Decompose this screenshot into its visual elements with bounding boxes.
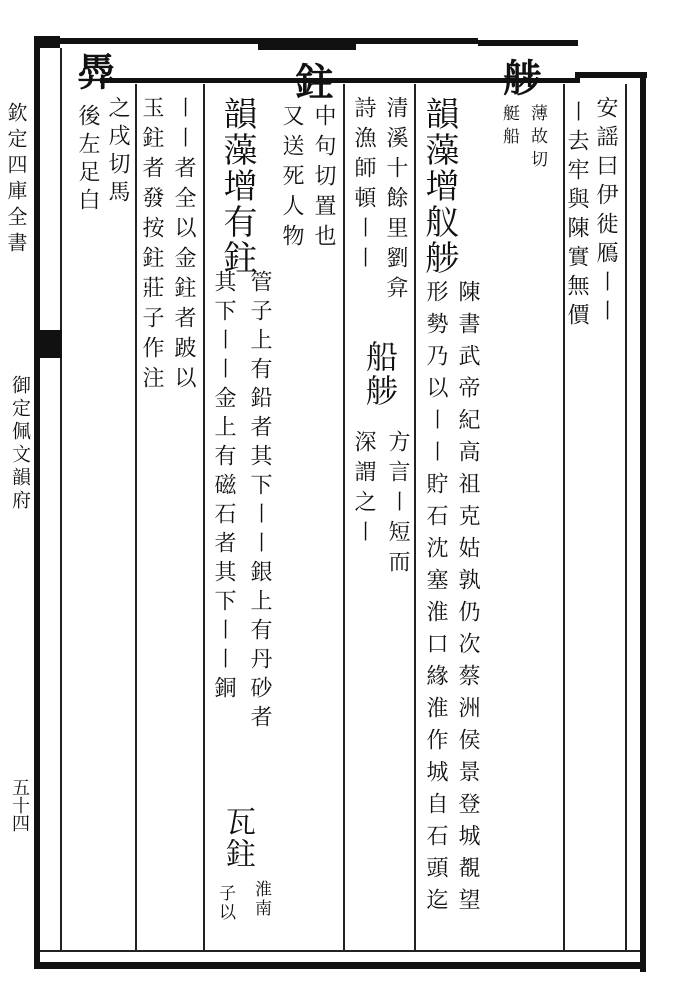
text-column-2: 〡去牢與陳實無價 [564,100,589,332]
inner-frame-left [60,48,62,950]
text-column-6: 形勢乃以〡〡貯石沈塞淮口緣淮作城自石頭迄 [423,280,448,920]
page-number: 五十四 [9,778,30,832]
bottom-border [34,962,646,969]
col-divider-1 [135,84,137,950]
headword-2: 鉒 [289,62,334,100]
headword-1: 䑰 [497,58,542,96]
col-divider-6 [625,84,627,950]
text-column-11: 管子上有鉛者其下〡〡銀上有丹砂者 [247,270,272,734]
entry-heading-2: 船䑰 [361,340,399,408]
text-column-12: 其下〡〡金上有磁石者其下〡〡銅 [211,270,236,705]
text-column-12b: 子以 [215,884,235,922]
text-column-8b: 深謂之〡 [351,430,376,550]
text-column-7b: 方言〡短而 [385,430,410,580]
entry-heading-4: 瓦鉒 [220,806,255,870]
text-column-8a: 詩漁師頓〡〡 [351,96,376,276]
text-column-4: 艇船 [499,104,519,150]
text-column-14: 玉鉒者發按鉒莊子作注 [139,96,164,396]
text-column-5: 陳書武帝紀高祖克姑孰仍次蔡洲侯景登城覩望 [455,280,480,920]
text-column-15: 之戌切馬 [105,96,130,208]
text-column-11b: 淮南 [251,880,271,918]
outer-left-border [34,36,40,966]
book-title: 欽定四庫全書 [4,102,28,258]
bottom-inner-rule [40,950,640,952]
outer-right-border [640,72,646,972]
text-column-13: 〡〡者全以金鉒者跛以 [171,96,196,396]
fishtail-mark [40,330,62,358]
volume-title: 御定佩文韻府 [9,375,31,513]
top-tab-2 [478,40,578,46]
entry-heading-1: 韻藻增舣䑰 [419,96,459,276]
col-divider-3 [343,84,345,950]
text-column-10: 又送死人物 [279,104,304,254]
text-column-9: 中句切置也 [311,104,336,254]
top-tab-1 [258,44,356,50]
text-column-7a: 清溪十餘里劉弇 [383,96,408,306]
col-divider-2 [203,84,205,950]
text-column-3: 薄故切 [527,104,547,173]
text-column-16: 後左足白 [75,104,100,216]
col-divider-4 [414,84,416,950]
headword-3: 馵 [71,52,116,90]
entry-heading-3: 韻藻增有鉒 [217,96,257,276]
top-border-right [575,72,647,78]
text-column-1: 安謡曰伊徙鴈〡〡 [593,96,618,328]
